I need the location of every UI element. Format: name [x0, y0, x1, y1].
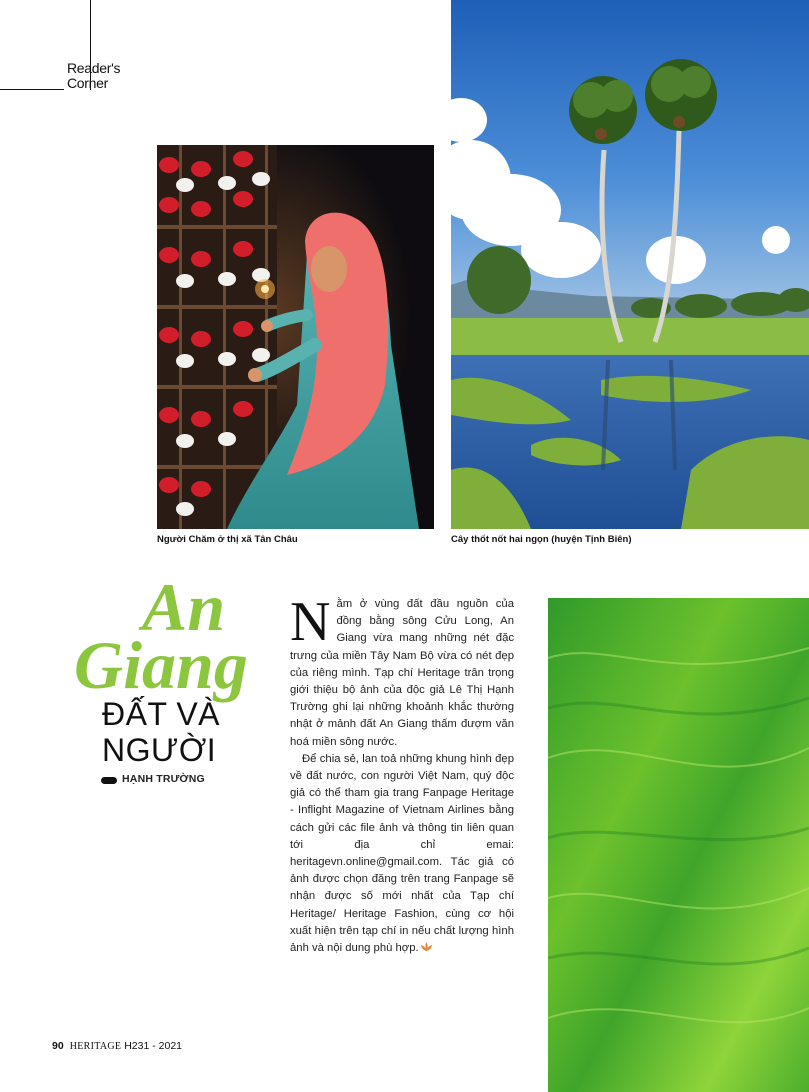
author-name: HẠNH TRƯỜNG	[122, 773, 205, 785]
section-label-line2: Corner	[67, 75, 108, 91]
headline-script-line1: An	[142, 570, 226, 645]
woman-weaving-photo	[157, 145, 434, 529]
page-number: 90	[52, 1040, 64, 1052]
author-marker	[101, 777, 117, 784]
headline-script	[70, 570, 280, 710]
paragraph-text: Để chia sẻ, lan toả những khung hình đẹp về đất nước, con người Việt Nam, quý độc giả có thể tham gia trang Fanpage Heritage - Inflight Magazine of Vietnam Airlines bằng cách gửi các file ảnh và thông tin liên quan tới địa chỉ emai: heritagevn.online@gmail.com. Tác giả có ảnh được chọn đăng trên trang Fanpage sẽ nhận được số mới nhất của Tạp chí Heritage/ Heritage Fashion, cùng cơ hội xuất hiện trên tạp chí in nếu chất lượng hình ảnh và nội dung phù hợp.	[290, 752, 514, 955]
page-footer	[52, 1040, 182, 1052]
dropcap: N	[290, 591, 331, 653]
headline-subtitle	[102, 696, 220, 768]
article-paragraph	[290, 751, 514, 957]
headline-subtitle-line2: NGƯỜI	[102, 732, 217, 768]
palm-trees-photo	[451, 0, 809, 529]
section-label-line1: Reader's	[67, 60, 121, 76]
section-divider-horizontal	[0, 89, 64, 90]
green-water-photo	[548, 598, 809, 1092]
issue-number: H231 - 2021	[124, 1040, 182, 1052]
lotus-end-icon	[420, 942, 433, 952]
magazine-name: HERITAGE	[69, 1041, 122, 1052]
photo-caption: Cây thốt nốt hai ngọn (huyện Tịnh Biên)	[451, 534, 632, 545]
paragraph-text: ằm ở vùng đất đầu nguồn của đồng bằng sông Cửu Long, An Giang vừa mang những nét đặc trưng của miền Tây Nam Bộ vừa có nét đẹp của riêng mình. Tạp chí Heritage trân trọng giới thiệu bộ ảnh của độc giả Lê Thị Hạnh Trường ghi lại những khoảnh khắc thường nhật ở mảnh đất An Giang thấm đượm văn hoá miền sông nước.	[290, 598, 514, 748]
article-paragraph	[290, 591, 514, 751]
section-label	[67, 61, 120, 91]
photo-caption: Người Chăm ở thị xã Tân Châu	[157, 534, 298, 545]
headline-script-line2: Giang	[74, 627, 248, 703]
headline-subtitle-line1: ĐẤT VÀ	[102, 696, 220, 732]
article-body	[290, 591, 514, 957]
